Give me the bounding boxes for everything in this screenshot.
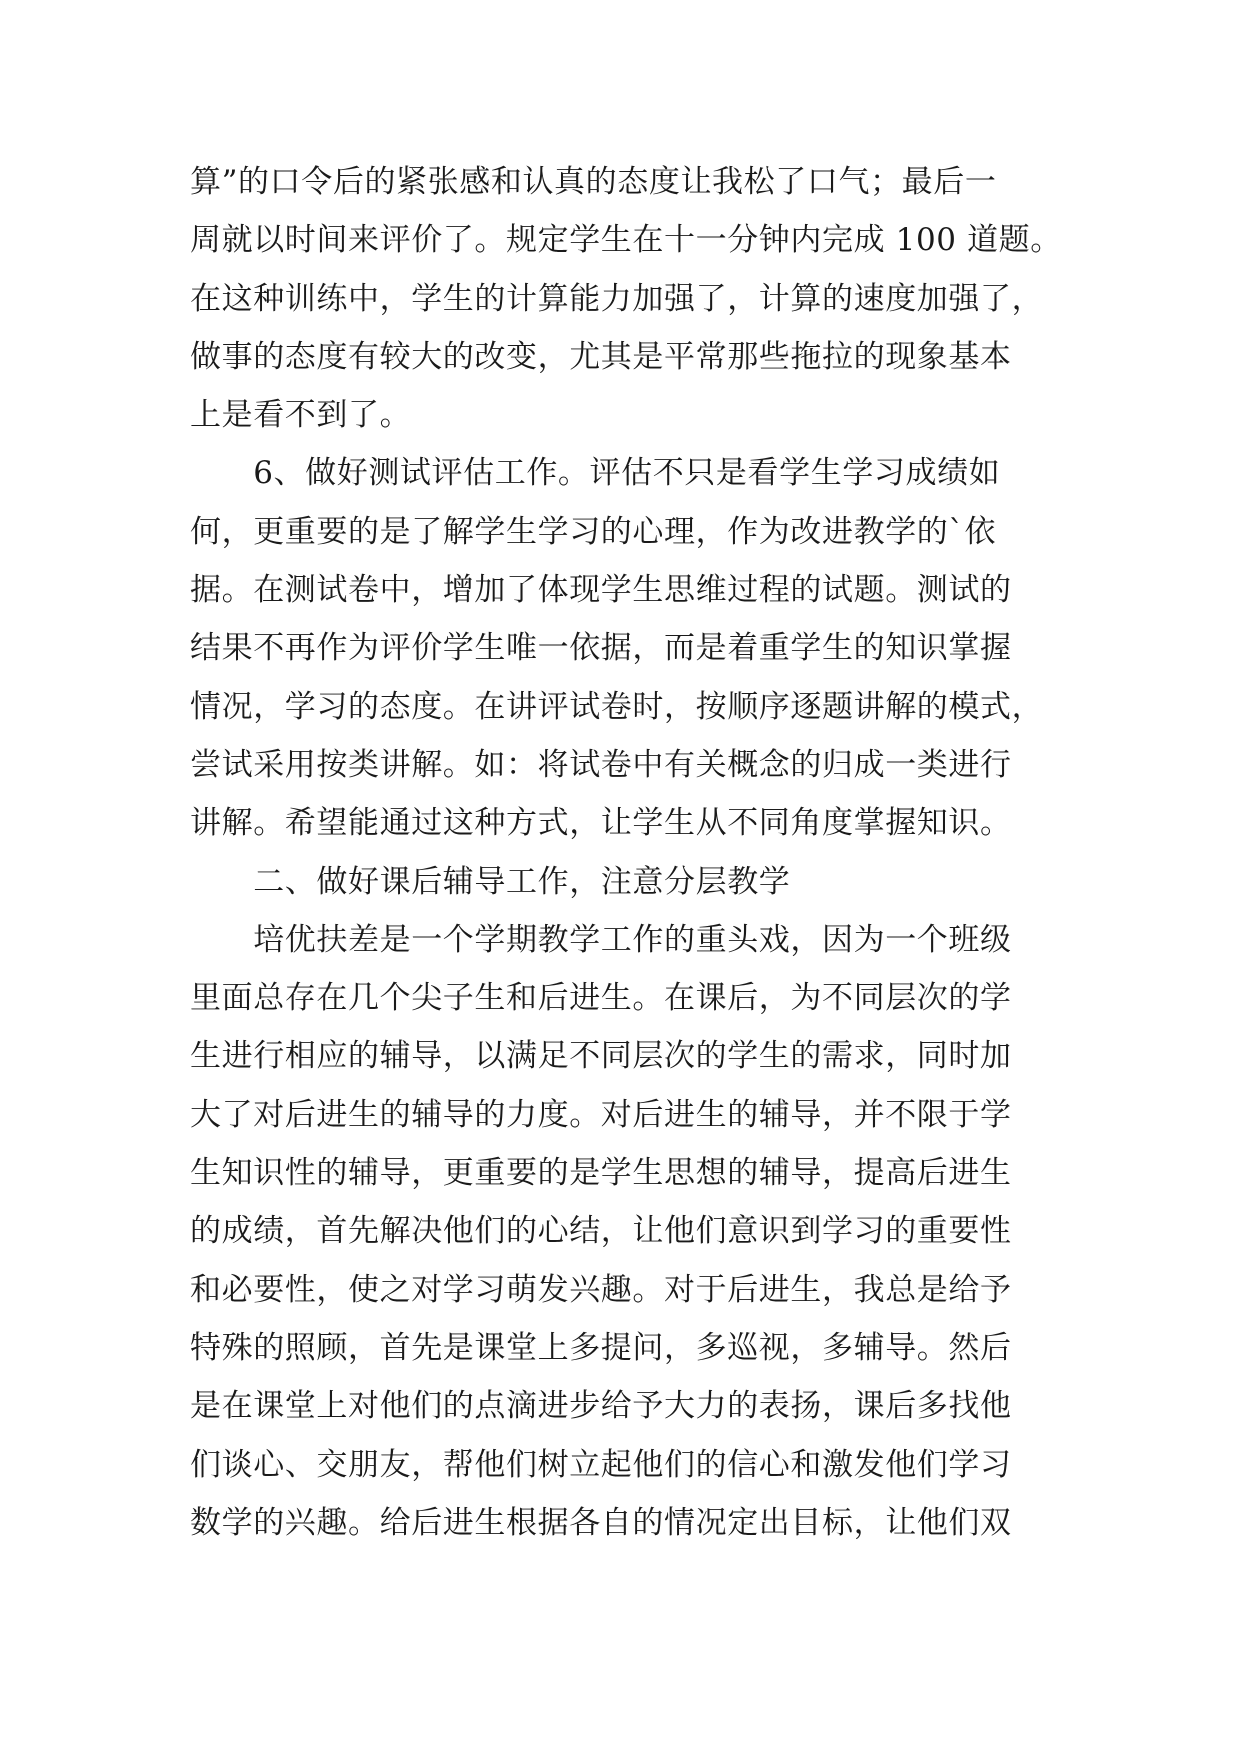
text-line: 里面总存在几个尖子生和后进生。在课后，为不同层次的学	[190, 980, 1012, 1017]
text-line: 做事的态度有较大的改变，尤其是平常那些拖拉的现象基本	[190, 338, 1012, 375]
text-line: 上是看不到了。	[190, 397, 412, 434]
text-line: 周就以时间来评价了。规定学生在十一分钟内完成 100 道题。	[190, 222, 1062, 259]
text-line: 尝试采用按类讲解。如：将试卷中有关概念的归成一类进行	[190, 746, 1012, 783]
text-line: 们谈心、交朋友，帮他们树立起他们的信心和激发他们学习	[190, 1446, 1012, 1483]
text-line: 算”的口令后的紧张感和认真的态度让我松了口气；最后一	[190, 164, 997, 200]
body-text	[190, 153, 1070, 1552]
text-line: 据。在测试卷中，增加了体现学生思维过程的试题。测试的	[190, 572, 1012, 609]
paragraph-6-start: 6、做好测试评估工作。评估不只是看学生学习成绩如	[190, 455, 1001, 492]
text-line: 是在课堂上对他们的点滴进步给予大力的表扬，课后多找他	[190, 1388, 1012, 1425]
text-line: 情况，学习的态度。在讲评试卷时，按顺序逐题讲解的模式，	[190, 688, 1044, 725]
text-line: 的成绩，首先解决他们的心结，让他们意识到学习的重要性	[190, 1213, 1012, 1250]
text-line: 讲解。希望能通过这种方式，让学生从不同角度掌握知识。	[190, 805, 1012, 842]
text-line: 和必要性，使之对学习萌发兴趣。对于后进生，我总是给予	[190, 1271, 1012, 1308]
text-line: 生进行相应的辅导，以满足不同层次的学生的需求，同时加	[190, 1038, 1012, 1075]
text-line: 结果不再作为评价学生唯一依据，而是着重学生的知识掌握	[190, 630, 1012, 667]
text-line: 特殊的照顾，首先是课堂上多提问，多巡视，多辅导。然后	[190, 1329, 1012, 1366]
text-line: 生知识性的辅导，更重要的是学生思想的辅导，提高后进生	[190, 1155, 1012, 1192]
text-line: 在这种训练中，学生的计算能力加强了，计算的速度加强了，	[190, 280, 1044, 317]
text-line: 何，更重要的是了解学生学习的心理，作为改进教学的`依	[190, 513, 997, 550]
section-heading: 二、做好课后辅导工作，注意分层教学	[190, 863, 791, 900]
text-line: 大了对后进生的辅导的力度。对后进生的辅导，并不限于学	[190, 1096, 1012, 1133]
paragraph-start: 培优扶差是一个学期教学工作的重头戏，因为一个班级	[190, 921, 1012, 958]
text-line: 数学的兴趣。给后进生根据各自的情况定出目标，让他们双	[190, 1504, 1012, 1541]
